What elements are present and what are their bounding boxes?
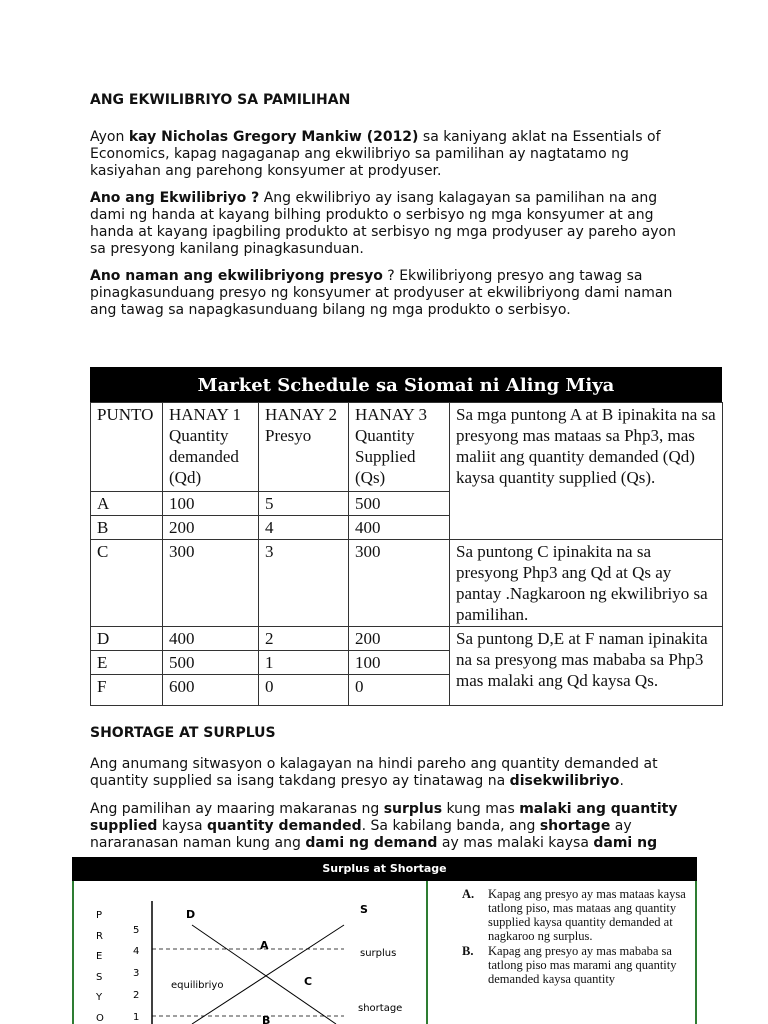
- market-schedule-table: [90, 367, 722, 706]
- cell-punto: A: [91, 492, 163, 516]
- paragraph-ekwilibriyong-presyo: Ano naman ang ekwilibriyong presyo ? Ekwilibriyong presyo ang tawag sa pinagkasunduang presyo ng konsyumer at prodyuser at ekwilibriyong dami naman ang tawag sa napagkasunduang bilang ng mga produkto o serbisyo.: [90, 268, 673, 318]
- description-def: Sa puntong D,E at F naman ipinakita na sa presyong mas mababa sa Php3 mas malaki ang Qd kaysa Qs.: [450, 627, 723, 706]
- shortage-surplus-section: [90, 725, 690, 852]
- surplus-shortage-figure: [72, 857, 697, 1024]
- cell-qd: 500: [163, 651, 259, 675]
- figure-title: Surplus at Shortage: [72, 857, 697, 881]
- header-hanay3: HANAY 3 Quantity Supplied (Qs): [349, 403, 450, 492]
- paragraph-ano-ang-ekwilibriyo: Ano ang Ekwilibriyo ? Ang ekwilibriyo ay isang kalagayan sa pamilihan na ang dami ng handa at kayang bilhing produkto o serbisyo ng mga konsyumer at ang handa at kayang ipagbiling produkto at serbisyo ng mga prodyuser ay pareho ayon sa presyong kanilang pinagkasunduan.: [90, 190, 676, 257]
- label-a: A: [260, 939, 269, 952]
- cell-qd: 400: [163, 627, 259, 651]
- axis-letter: P: [96, 910, 103, 921]
- cell-qs: 200: [349, 627, 450, 651]
- cell-presyo: 5: [259, 492, 349, 516]
- axis-letter: O: [96, 1013, 104, 1024]
- label-d: D: [186, 908, 196, 921]
- table-row: [91, 627, 723, 651]
- tick-label: 3: [133, 968, 140, 979]
- label-s: S: [360, 903, 368, 916]
- cell-presyo: 1: [259, 651, 349, 675]
- schedule-grid: [90, 402, 723, 706]
- cell-qd: 200: [163, 516, 259, 540]
- axis-letter: R: [96, 931, 103, 942]
- description-c: Sa puntong C ipinakita na sa presyong Php3 ang Qd at Qs ay pantay .Nagkaroon ng ekwilibriyo sa pamilihan.: [450, 540, 723, 627]
- cell-presyo: 4: [259, 516, 349, 540]
- label-shortage: shortage: [358, 1003, 403, 1014]
- table-header-row: [91, 403, 723, 492]
- cell-punto: E: [91, 651, 163, 675]
- label-c: C: [304, 975, 313, 988]
- axis-letter: Y: [96, 992, 103, 1003]
- note-a: [462, 887, 692, 943]
- document-body: [90, 92, 690, 319]
- cell-qd: 600: [163, 675, 259, 706]
- graph-svg: [74, 881, 426, 1024]
- cell-presyo: 3: [259, 540, 349, 627]
- cell-punto: C: [91, 540, 163, 627]
- label-b: B: [262, 1014, 271, 1024]
- figure-body: [72, 881, 697, 1024]
- header-punto: PUNTO: [91, 403, 163, 492]
- note-text: Kapag ang presyo ay mas mataas kaysa tatlong piso, mas mataas ang quantity supplied kaysa quantity demanded at nagkaroo ng surplus.: [488, 887, 686, 943]
- note-b: [462, 944, 692, 986]
- cell-qs: 0: [349, 675, 450, 706]
- supply-demand-graph: [74, 881, 428, 1024]
- section-heading-shortage: SHORTAGE AT SURPLUS: [90, 725, 276, 741]
- cell-qs: 400: [349, 516, 450, 540]
- paragraph-mankiw: Ayon kay Nicholas Gregory Mankiw (2012) sa kaniyang aklat na Essentials of Economics, kapag nagaganap ang ekwilibriyo sa pamilihan ay nagtatamo ng kasiyahan ang parehong konsyumer at prodyuser.: [90, 129, 661, 179]
- header-hanay2: HANAY 2 Presyo: [259, 403, 349, 492]
- note-letter: B.: [462, 944, 474, 958]
- cell-presyo: 0: [259, 675, 349, 706]
- cell-qs: 500: [349, 492, 450, 516]
- label-surplus: surplus: [360, 948, 397, 959]
- cell-punto: F: [91, 675, 163, 706]
- tick-label: 4: [133, 946, 140, 957]
- tick-label: 2: [133, 990, 140, 1001]
- axis-letter: E: [96, 951, 103, 962]
- header-hanay1: HANAY 1 Quantity demanded (Qd): [163, 403, 259, 492]
- tick-label: 1: [133, 1012, 140, 1023]
- paragraph-surplus-shortage: Ang pamilihan ay maaring makaranas ng surplus kung mas malaki ang quantity supplied kaysa quantity demanded. Sa kabilang banda, ang shortage ay nararanasan naman kung ang dami ng demand ay mas malaki kaysa dami ng: [90, 801, 678, 851]
- section-heading-ekwilibriyo: ANG EKWILIBRIYO SA PAMILIHAN: [90, 92, 351, 108]
- note-letter: A.: [462, 887, 475, 901]
- paragraph-disekwilibriyo: Ang anumang sitwasyon o kalagayan na hindi pareho ang quantity demanded at quantity supplied sa isang takdang presyo ay tinatawag na disekwilibriyo.: [90, 756, 658, 789]
- cell-qd: 300: [163, 540, 259, 627]
- cell-qs: 100: [349, 651, 450, 675]
- cell-presyo: 2: [259, 627, 349, 651]
- cell-qs: 300: [349, 540, 450, 627]
- schedule-title: Market Schedule sa Siomai ni Aling Miya: [90, 367, 722, 402]
- label-equilibriyo: equilibriyo: [171, 980, 224, 991]
- table-row: [91, 540, 723, 627]
- cell-punto: B: [91, 516, 163, 540]
- note-text: Kapag ang presyo ay mas mababa sa tatlong piso mas marami ang quantity demanded kaysa quantity: [488, 944, 677, 986]
- cell-qd: 100: [163, 492, 259, 516]
- axis-letter: S: [96, 972, 103, 983]
- description-ab: Sa mga puntong A at B ipinakita na sa presyong mas mataas sa Php3, mas maliit ang quantity demanded (Qd) kaysa quantity supplied (Qs).: [450, 403, 723, 540]
- cell-punto: D: [91, 627, 163, 651]
- tick-label: 5: [133, 925, 140, 936]
- figure-notes: [462, 887, 692, 986]
